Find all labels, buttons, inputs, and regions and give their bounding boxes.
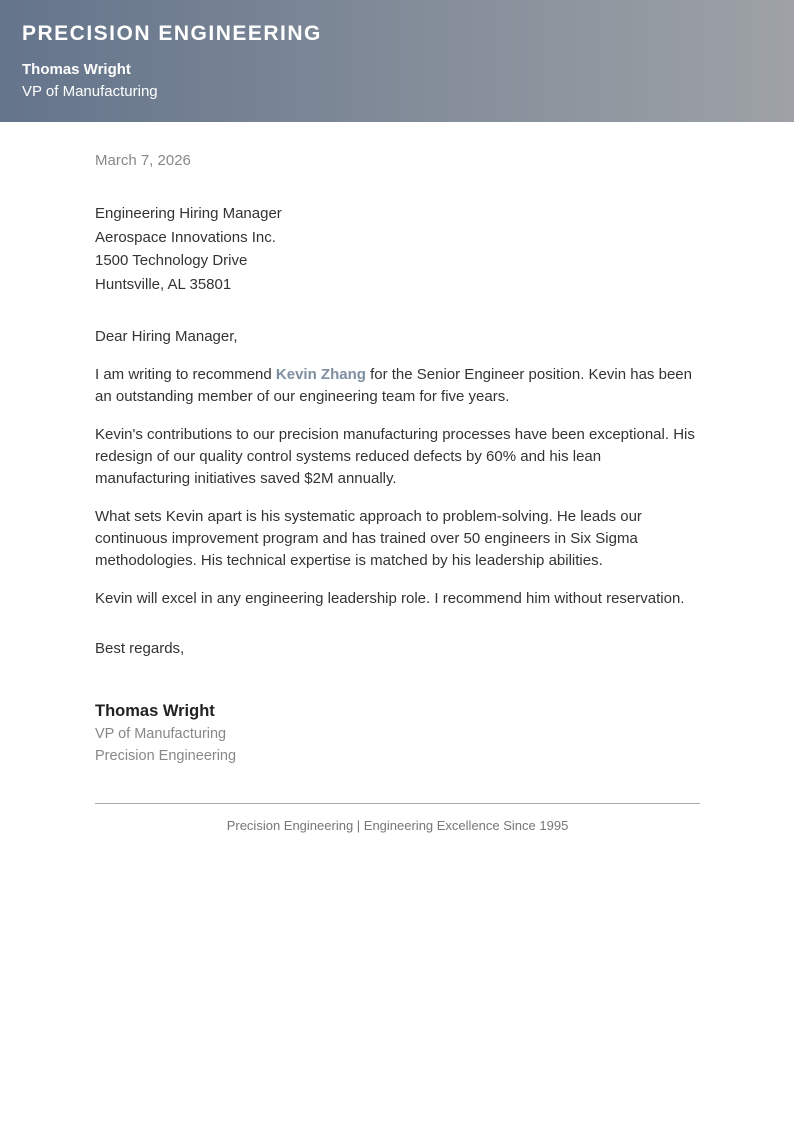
paragraph-3: What sets Kevin apart is his systematic approach to problem-solving. He leads our continuous improvement program and has trained over 50 engineers in Six Sigma methodologies. His technical expertise is matched by his leadership abilities. xyxy=(95,508,642,569)
footer-text: Precision Engineering | Engineering Excellence Since 1995 xyxy=(226,818,569,833)
signature-company: Precision Engineering xyxy=(95,748,237,764)
signature-block xyxy=(95,700,700,766)
letter-date: March 7, 2026 xyxy=(95,152,191,169)
recipient-block xyxy=(95,202,700,296)
paragraph-1 xyxy=(95,364,700,408)
recipient-line: 1500 Technology Drive xyxy=(95,252,248,269)
signature-title: VP of Manufacturing xyxy=(95,726,227,742)
salutation: Dear Hiring Manager, xyxy=(95,328,238,345)
recipient-line: Engineering Hiring Manager xyxy=(95,205,282,222)
recipient-line: Aerospace Innovations Inc. xyxy=(95,228,276,246)
candidate-name-highlight: Kevin Zhang xyxy=(275,366,366,383)
signature-name: Thomas Wright xyxy=(95,702,215,720)
recipient-line: Huntsville, AL 35801 xyxy=(95,275,232,293)
paragraph-1-text-after: for the Senior Engineer position. Kevin has been an outstanding member of our engineering team for five years. xyxy=(95,366,692,405)
company-name: PRECISION ENGINEERING xyxy=(22,22,322,45)
paragraph-4: Kevin will excel in any engineering leadership role. I recommend him without reservation. xyxy=(95,590,685,607)
paragraph-2: Kevin's contributions to our precision manufacturing processes have been exceptional. His redesign of our quality control systems reduced defects by 60% and his lean manufacturing initiatives saved $2M annually. xyxy=(95,426,695,487)
header-sender-title: VP of Manufacturing xyxy=(22,83,158,100)
paragraph-1-text-before: I am writing to recommend xyxy=(95,366,276,383)
letter-header xyxy=(0,0,794,122)
footer-divider xyxy=(95,803,700,804)
letter-body xyxy=(0,150,794,835)
closing: Best regards, xyxy=(95,640,185,657)
header-sender-name: Thomas Wright xyxy=(22,61,131,78)
